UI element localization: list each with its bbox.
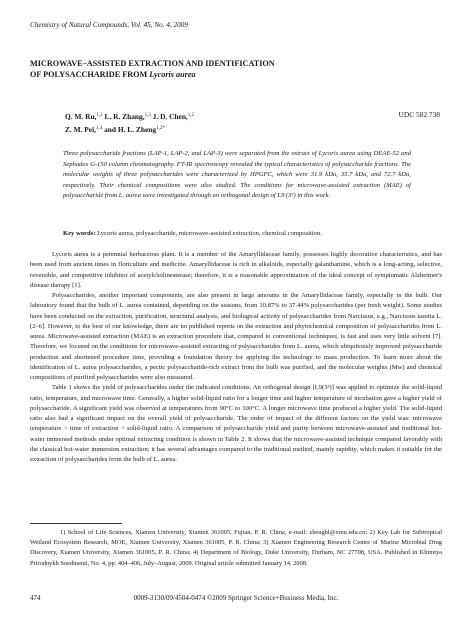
author-name: and H. L. Zheng [102,125,157,134]
title-line-2 [30,69,450,80]
title-line-1: MICROWAVE–ASSISTED EXTRACTION AND IDENTIFICATION [30,59,275,68]
author-affiliation-mark: 1,3 [144,113,151,118]
body-paragraph-1: Lycoris aurea is a perennial herbaceous plant. It is a member of the Amaryllidaceae family, possesses highly decorative characteristics, and has been used from ancient times in floriculture and medicine. Amaryllidaceae is rich in alkaloids, especially galanthamine, which is a long-acting, selective, reversible, and competitive inhibitor of acetylcholinesterase; therefore, it is a reasonable approximation of the ideal concept of symptomatic Alzheimer's disease therapy [1]. [30,251,442,289]
body-paragraph-2: Polysaccharides, another important components, are also present in large amounts in the Amaryllidaceae family, especially in the bulb. Our laboratory found that the bulb of L. aurea contained, depending on the seasons, from 10.87% to 37.44% polysaccharides (per fresh weight). Some studies have been conducted on the extraction, purification, structural analysis, and biological activity of polysaccharides from Narcissus, e.g., Narcissus tazetta L. [2–6]. However, to the best of our knowledge, there are no published reports on the extraction and phytochemical composition of polysaccharides from L. aurea. Microwave-assisted extraction (MAE) is an extraction procedure that, compared to conventional techniques, is fast and uses very little solvent [7]. Therefore, we focused on the conditions for microwave-assisted extracting of polysaccharides from L. aurea, which ubiquitously improved polysaccharide production and shortened procedure time, providing a foundation theory for applying the technology to mass production. To learn more about the identification of L. aurea polysaccharides, a pectic polysaccharide-rich extract from the bulb was purified, and the molecular weights (Mw) and chemical compositions of purified polysaccharides were also measured. [30,292,442,381]
author-affiliation-mark: 1,2 [187,113,195,118]
page-number: 474 [30,594,41,602]
keywords [63,229,411,239]
author-name: J. D. Chen, [150,112,188,121]
author-affiliation-mark: 1,2* [156,126,165,131]
issn-line: 0009-3130/09/4504-0474 ©2009 Springer Science+Business Media, Inc. [133,594,339,602]
body-text [30,250,442,465]
body-paragraph-3: Table 1 shows the yield of polysaccharides under the indicated conditions. An orthogonal design [L9(3³)] was applied to optimize the solid-liquid ratio, temperature, and microwave time. Generally, a higher solid-liquid ratio for a longer time and higher temperature of incubation gave a higher yield of polysaccharide. A significant yield was observed at temperatures from 90°C to 100°C. A longer microwave time produced a higher yield. The solid-liquid ratio also had a significant impact on the overall yield of polysaccharide. The order of impact of the different factors on the yield was: microwave temperature > time of extraction > solid-liquid ratio. A comparison of polysaccharide yield and purity between microwave-assisted and traditional hot-water immersed methods under optimal extracting condition is shown in Table 2. It shows that the microwave-assisted technique compared favorably with the classical hot-water immersion extraction; it has several advantages compared to the traditional method, mainly rapidity, which makes it suitable for the extraction of polysaccharides from the bulb of L. aurea. [30,384,442,463]
author-name: Q. M. Ru, [65,112,97,121]
author-name: L. R. Zhang, [102,112,145,121]
title-line-2-text: OF POLYSACCHARIDE FROM [30,70,150,79]
author-affiliation-mark: 1,4 [96,126,103,131]
article-title [30,58,450,80]
footnote-rule [30,523,122,524]
author-name: Z. M. Pei, [65,125,96,134]
journal-header: Chemistry of Natural Compounds, Vol. 45, No. 4, 2009 [30,21,188,29]
author-line-2 [65,123,194,136]
footnote [30,528,442,569]
author-affiliation-mark: 1,2 [96,113,103,118]
author-line-1 [65,110,194,123]
keywords-label: Key words: [63,230,96,237]
keywords-text: Lycoris aurea, polysaccharide, microwave-assisted extraction, chemical composition. [95,230,322,237]
author-list [65,110,194,136]
udc-code: UDC 582.738 [398,110,440,119]
title-species-name: Lycoris aurea [149,70,196,79]
abstract: Three polysaccharide fractions (LAP-1, LAP-2, and LAP-3) were separated from the extract of Lycoris aurea using DEAE-52 and Sephadex G-150 column chromatography. FT-IR spectroscopy revealed the typical characteristics of polysaccharide fractions. The molecular weights of three polysaccharides were characterized by HPGFC, which were 31.9 kDa, 35.7 kDa, and 72.7 kDa, respectively. Their chemical compositions were also studied. The conditions for microwave-assisted extraction (MAE) of polysaccharide from L. aurea were investigated through an orthogonal design of L9 (3³) in this work. [63,150,411,200]
footnote-text: 1) School of Life Sciences, Xiamen University, Xiamen 361005, Fujian, P. R. China, e-mail: zhenghl@xmu.edu.cn; 2) Key Lab for Subtropical Wetland Ecosystem Research, MOE, Xiamen University, Xiamen 361005, P. R. China; 3) Xiamen Engineering Research Centre of Marine Microbial Drug Discovery, Xiamen University, Xiamen 361005, P. R. China; 4) Department of Biology, Duke University, Durham, NC 27708, USA. Published in Khimiya Prirodnykh Soedinenii, No. 4, pp. 404–406, July–August, 2009. Original article submitted January 14, 2008. [30,529,442,567]
